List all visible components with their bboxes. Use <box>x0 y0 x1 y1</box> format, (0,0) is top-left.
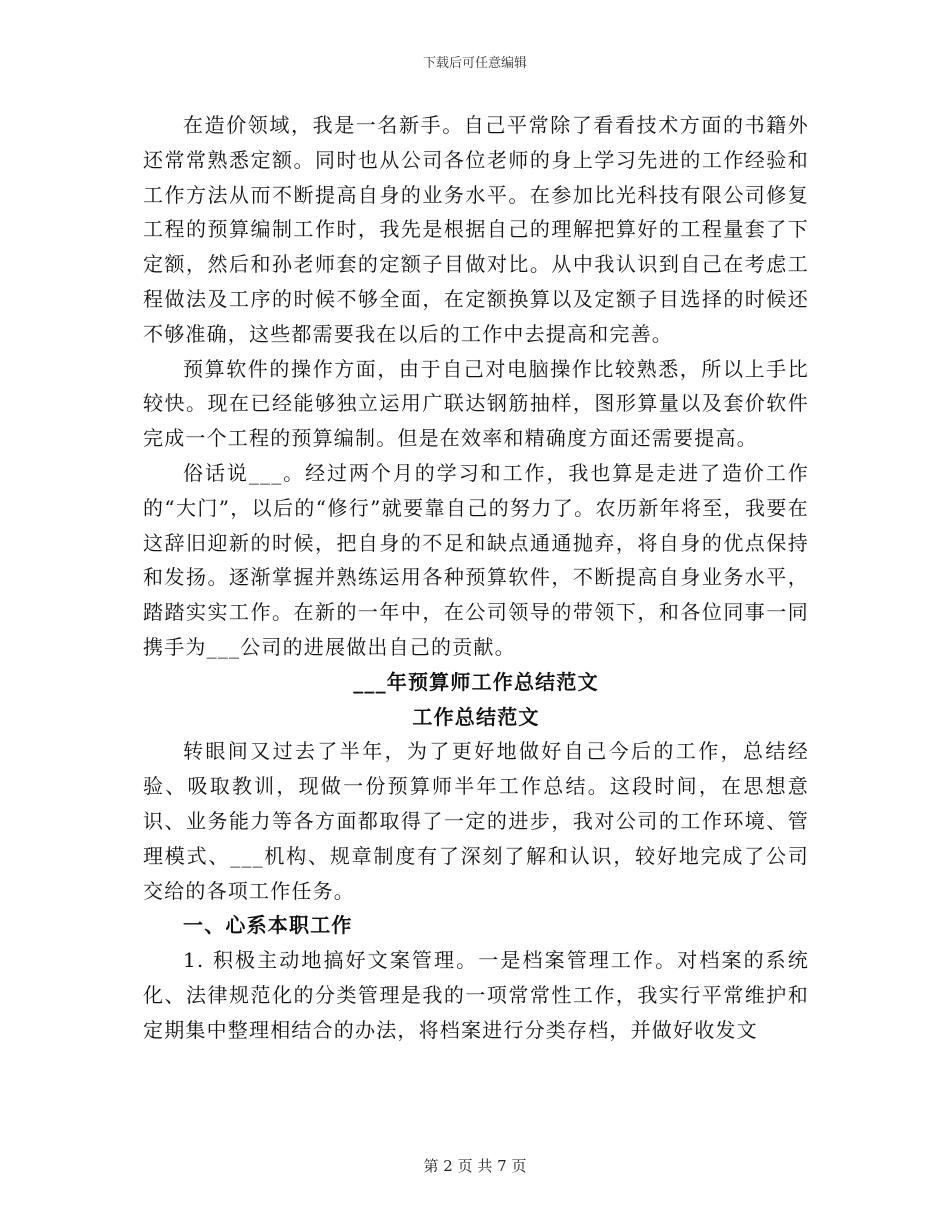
paragraph-3: 俗话说___。经过两个月的学习和工作，我也算是走进了造价工作的“大门”，以后的“修行”就要靠自己的努力了。农历新年将至，我要在这辞旧迎新的时候，把自身的不足和缺点通通抛弃，将自身的优点保持和发扬。逐渐掌握并熟练运用各种预算软件，不断提高自身业务水平，踏踏实实工作。在新的一年中，在公司领导的带领下，和各位同事一同携手为___公司的进展做出自己的贡献。 <box>143 460 809 659</box>
page-header: 下载后可任意编辑 <box>422 56 527 71</box>
paragraph-4: 转眼间又过去了半年，为了更好地做好自己今后的工作，总结经验、吸取教训，现做一份预算师半年工作总结。这段时间，在思想意识、业务能力等各方面都取得了一定的进步，我对公司的工作环境、管理模式、___机构、规章制度有了深刻了解和认识，较好地完成了公司交给的各项工作任务。 <box>143 739 809 903</box>
section-heading: 一、心系本职工作 <box>183 913 353 938</box>
paragraph-5: 1. 积极主动地搞好文案管理。一是档案管理工作。对档案的系统化、法律规范化的分类管理是我的一项常常性工作，我实行平常维护和定期集中整理相结合的办法，将档案进行分类存档，并做好收发文 <box>143 948 809 1042</box>
page-number: 第 2 页 共 7 页 <box>423 1157 527 1175</box>
document-body <box>143 108 809 1048</box>
paragraph-2: 预算软件的操作方面，由于自己对电脑操作比较熟悉，所以上手比较快。现在已经能够独立运用广联达钢筋抽样，图形算量以及套价软件完成一个工程的预算编制。但是在效率和精确度方面还需要提高。 <box>143 356 809 451</box>
section-subtitle: 工作总结范文 <box>412 704 540 729</box>
paragraph-1: 在造价领域，我是一名新手。自己平常除了看看技术方面的书籍外还常常熟悉定额。同时也从公司各位老师的身上学习先进的工作经验和工作方法从而不断提高自身的业务水平。在参加比光科技有限公司修复工程的预算编制工作时，我先是根据自己的理解把算好的工程量套了下定额，然后和孙老师套的定额子目做对比。从中我认识到自己在考虑工程做法及工序的时候不够全面，在定额换算以及定额子目选择的时候还不够准确，这些都需要我在以后的工作中去提高和完善。 <box>143 113 809 346</box>
section-title: ___年预算师工作总结范文 <box>353 669 599 694</box>
